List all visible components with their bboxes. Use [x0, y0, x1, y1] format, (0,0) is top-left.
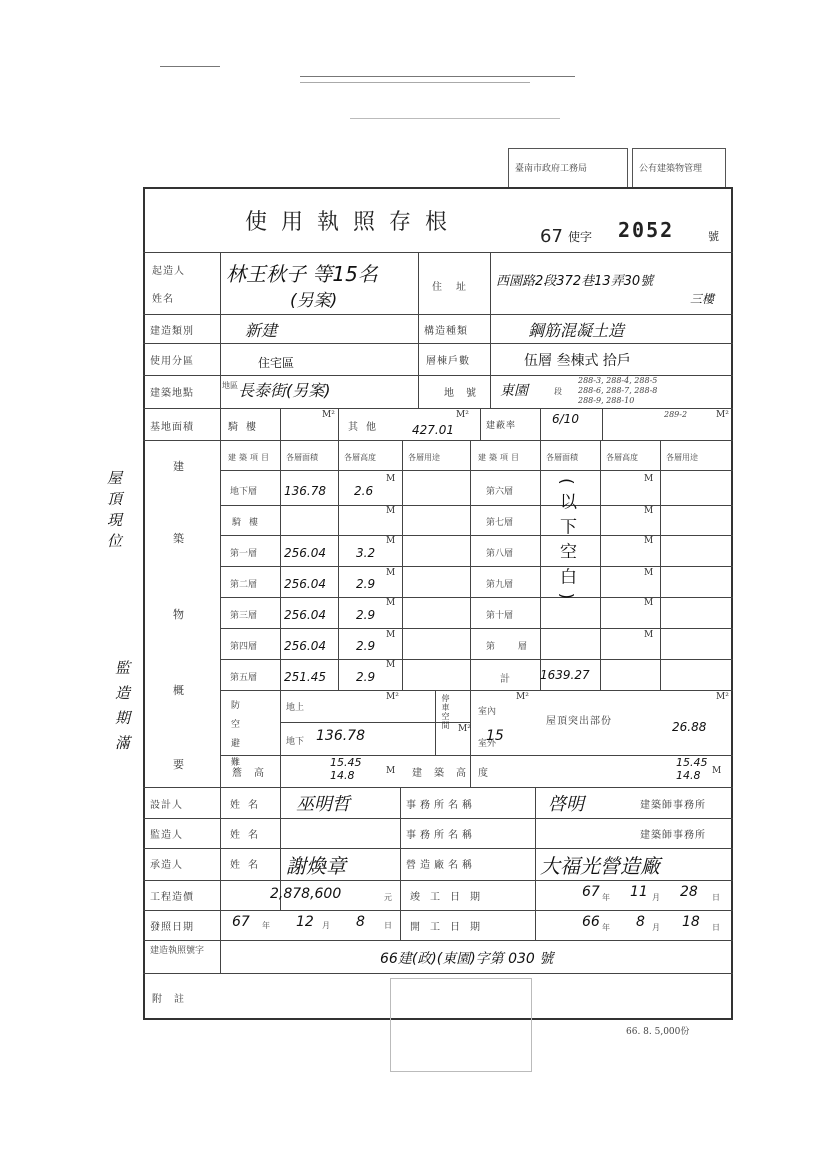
grid-line: [602, 408, 603, 440]
value-floor2-height: 2.9: [356, 577, 376, 591]
value-basement-area: 136.78: [284, 484, 326, 498]
side-note: 屋頂現位: [105, 470, 123, 554]
value-applicant-extra: (另案): [290, 291, 338, 311]
value-floor2-area: 256.04: [284, 577, 326, 591]
form-no-word: 使字: [568, 230, 593, 244]
value-permit-no: 66建(政)(東園)字第 030 號: [380, 951, 554, 967]
value-eaves-height2: 14.8: [330, 769, 355, 782]
unit-m: M: [644, 474, 654, 484]
print-info: 66. 8. 5,000份: [626, 1027, 690, 1037]
label-year: 年: [602, 893, 610, 902]
floor-4: 第四層: [230, 642, 258, 652]
grid-line: [220, 566, 733, 567]
form-no-suffix: 號: [708, 230, 719, 243]
label-building-section: 要: [173, 758, 185, 771]
label-day: 日: [712, 893, 720, 902]
label-arcade: 騎樓: [228, 422, 264, 433]
value-site-area: 427.01: [412, 423, 454, 437]
grid-line: [435, 690, 436, 755]
grid-line: [338, 440, 339, 690]
label-name: 姓名: [152, 294, 174, 305]
value-cost: 2,878,600: [270, 886, 342, 902]
grid-line: [220, 535, 733, 536]
value-issue-d: 8: [356, 914, 365, 930]
unit-m: M: [386, 630, 396, 640]
grid-line: [143, 408, 733, 409]
value-lot-numbers-4: 289-2: [664, 410, 688, 419]
grid-line: [490, 252, 491, 408]
value-air-raid-under: 136.78: [316, 728, 365, 744]
unit-sq: M²: [456, 410, 469, 420]
value-issue-y: 67: [232, 914, 250, 930]
value-lot-numbers-1: 288-3, 288-4, 288-5: [578, 376, 658, 385]
header-floor-area: 各層面積: [286, 453, 318, 462]
label-month: 月: [652, 923, 660, 932]
label-coverage: 建蔽率: [486, 421, 517, 431]
value-completion-y: 67: [582, 884, 600, 900]
label-floors-units: 層棟戶數: [426, 356, 470, 367]
grid-line: [143, 440, 733, 441]
grid-line: [280, 408, 281, 787]
grid-line: [220, 252, 221, 973]
value-basement-height: 2.6: [354, 484, 374, 498]
label-arch-firm: 建築師事務所: [640, 800, 706, 811]
label-lot: 地號: [444, 388, 488, 399]
label-designer-name: 姓名: [230, 800, 266, 811]
unit-sq: M²: [458, 724, 471, 734]
label-supervisor: 監造人: [150, 830, 183, 841]
label-section: 段: [554, 387, 562, 396]
scan-noise: [350, 118, 560, 119]
grid-line: [402, 440, 403, 690]
grid-line: [338, 408, 339, 440]
value-floor1-area: 256.04: [284, 546, 326, 560]
value-lot-numbers-3: 288-9, 288-10: [578, 396, 635, 405]
value-contractor: 謝煥章: [286, 854, 346, 878]
value-designer-firm: 啓明: [548, 794, 584, 815]
grid-line: [220, 470, 733, 471]
unit-m: M: [386, 598, 396, 608]
grid-line: [480, 408, 481, 440]
header-floor-use: 各層用途: [408, 453, 440, 462]
label-year: 年: [602, 923, 610, 932]
value-floor4-height: 2.9: [356, 639, 376, 653]
scan-noise: [300, 76, 575, 77]
value-site-section: 東園: [500, 383, 528, 399]
unit-sq: M²: [716, 410, 729, 420]
value-floor5-area: 251.45: [284, 670, 326, 684]
value-building-height: 15.45: [676, 756, 708, 769]
grid-line: [143, 910, 733, 911]
label-cost: 工程造價: [150, 892, 194, 903]
unit-m: M: [386, 506, 396, 516]
value-coverage: 6/10: [552, 412, 579, 426]
header-building-items: 建築項目: [228, 453, 272, 462]
grid-line: [220, 659, 733, 660]
label-contractor: 承造人: [150, 860, 183, 871]
form-no-number: 2052: [618, 218, 675, 242]
value-floor3-area: 256.04: [284, 608, 326, 622]
form-no-prefix: 67: [540, 226, 563, 247]
value-lot-numbers-2: 288-6, 288-7, 288-8: [578, 386, 658, 395]
grid-line: [418, 252, 419, 408]
unit-sq: M²: [322, 410, 335, 420]
label-zone: 地區: [222, 381, 238, 390]
grid-line: [540, 408, 541, 440]
label-air-raid: 防空避難: [229, 700, 239, 776]
floor-10: 第十層: [486, 611, 514, 621]
grid-line: [143, 818, 733, 819]
value-address-extra: 三樓: [690, 292, 715, 306]
value-cost-unit: 元: [384, 893, 392, 902]
value-use-zone: 住宅區: [258, 356, 295, 370]
grid-line: [220, 597, 733, 598]
unit-m: M: [386, 568, 396, 578]
official-stamp: [508, 148, 628, 188]
scan-noise: [160, 66, 220, 67]
label-firm-name: 事務所名稱: [406, 800, 476, 811]
unit-m: M: [644, 536, 654, 546]
unit-sq: M²: [516, 692, 529, 702]
grid-line: [600, 440, 601, 690]
value-start-m: 8: [636, 914, 645, 930]
label-total: 計: [500, 674, 510, 685]
label-day: 日: [712, 923, 720, 932]
value-floor4-area: 256.04: [284, 639, 326, 653]
floor-9: 第九層: [486, 580, 514, 590]
label-completion-date: 竣工日期: [410, 892, 490, 903]
grid-line: [220, 628, 733, 629]
floor-arcade: 騎樓: [232, 518, 267, 528]
left-margin-marks: 監造期滿: [113, 660, 131, 760]
floor-6: 第六層: [486, 487, 514, 497]
label-month: 月: [652, 893, 660, 902]
grid-line: [220, 690, 733, 691]
label-site-location: 建築地點: [150, 388, 194, 399]
grid-line: [143, 787, 733, 788]
label-building-type: 建造類別: [150, 326, 194, 337]
value-floor3-height: 2.9: [356, 608, 376, 622]
grid-line: [143, 252, 733, 253]
grid-line: [143, 880, 733, 881]
label-building-section: 概: [173, 684, 185, 697]
label-issue-date: 發照日期: [150, 922, 194, 933]
label-remarks: 附註: [152, 994, 196, 1005]
header-floor-height-2: 各層高度: [606, 453, 638, 462]
label-indoor: 室內: [478, 707, 497, 717]
label-supervisor-firm: 事務所名稱: [406, 830, 476, 841]
grid-line: [470, 440, 471, 787]
label-eaves: 簷高: [232, 768, 276, 779]
label-roof-protrusion: 屋頂突出部份: [546, 716, 612, 727]
label-above-ground: 地上: [286, 703, 305, 713]
unit-m: M: [644, 630, 654, 640]
unit-m: M: [644, 568, 654, 578]
unit-m: M: [644, 598, 654, 608]
floor-1: 第一層: [230, 549, 258, 559]
grid-line: [660, 440, 661, 690]
scan-noise: [300, 82, 530, 83]
label-structure-type: 構造種類: [424, 326, 468, 337]
label-other: 其他: [348, 422, 384, 433]
value-floors-units: 伍層 叁棟式 拾戶: [524, 353, 631, 369]
value-blank-note: (以下空白): [556, 478, 576, 608]
value-applicant-name: 林王秋子 等15名: [226, 262, 378, 286]
value-completion-m: 11: [630, 884, 648, 900]
label-day: 日: [384, 921, 392, 930]
header-floor-area-2: 各層面積: [546, 453, 578, 462]
label-address: 住址: [432, 282, 480, 293]
label-use-zone: 使用分區: [150, 356, 194, 367]
unit-m: M: [386, 474, 396, 484]
grid-line: [143, 848, 733, 849]
value-building-height2: 14.8: [676, 769, 701, 782]
label-building-section: 築: [173, 532, 185, 545]
unit-m: M: [386, 660, 396, 670]
floor-2: 第二層: [230, 580, 258, 590]
label-factory-name: 營造廠名稱: [406, 860, 476, 871]
value-start-y: 66: [582, 914, 600, 930]
header-building-items-2: 建築項目: [478, 453, 522, 462]
value-structure-type: 鋼筋混凝土造: [528, 321, 625, 340]
grid-line: [220, 755, 733, 756]
stamp-right-text: 公有建築物管理: [639, 164, 703, 174]
label-designer: 設計人: [150, 800, 183, 811]
grid-line: [143, 940, 733, 941]
header-floor-use-2: 各層用途: [666, 453, 698, 462]
value-eaves-height: 15.45: [330, 756, 362, 769]
value-site-street: 長泰街(另案): [238, 381, 331, 400]
value-building-type: 新建: [245, 321, 278, 340]
grid-line: [143, 973, 733, 974]
grid-line: [220, 505, 733, 506]
label-underground: 地下: [286, 737, 305, 747]
unit-m: M: [644, 506, 654, 516]
value-total-area: 1639.27: [540, 668, 590, 682]
stamp-left-text: 臺南市政府工務局: [515, 164, 588, 174]
unit-m: M: [386, 536, 396, 546]
value-roof-protrusion: 26.88: [672, 720, 707, 734]
value-contractor-firm: 大福光營造廠: [540, 854, 660, 878]
grid-line: [540, 440, 541, 690]
value-issue-m: 12: [296, 914, 314, 930]
label-building-height: 建築高度: [412, 768, 500, 779]
label-contractor-name: 姓名: [230, 860, 266, 871]
floor-basement: 地下層: [230, 487, 258, 497]
label-start-date: 開工日期: [410, 922, 490, 933]
floor-3: 第三層: [230, 611, 258, 621]
label-permit-no: 建造執照號字: [150, 946, 205, 956]
floor-x: 第 層: [486, 642, 537, 652]
faint-stamp: [390, 978, 532, 1072]
label-building-section: 建: [173, 460, 185, 473]
label-outdoor: 室外: [478, 739, 497, 749]
unit-m: M: [386, 766, 396, 776]
header-floor-height: 各層高度: [344, 453, 376, 462]
unit-sq: M²: [386, 692, 399, 702]
form-title: 使用執照存根: [245, 210, 462, 235]
grid-line: [143, 314, 733, 315]
value-completion-d: 28: [680, 884, 698, 900]
unit-sq: M²: [716, 692, 729, 702]
label-supervisor-name: 姓名: [230, 830, 266, 841]
label-building-section: 物: [173, 608, 185, 621]
floor-8: 第八層: [486, 549, 514, 559]
label-arch-firm-2: 建築師事務所: [640, 830, 706, 841]
value-start-d: 18: [682, 914, 700, 930]
grid-line: [143, 343, 733, 344]
label-year: 年: [262, 921, 270, 930]
value-address: 西園路2段372巷13弄30號: [496, 274, 654, 289]
floor-7: 第七層: [486, 518, 514, 528]
value-parking-outdoor: 15: [486, 728, 504, 744]
label-month: 月: [322, 921, 330, 930]
label-site-area: 基地面積: [150, 422, 194, 433]
grid-line: [535, 787, 536, 940]
official-stamp-2: [632, 148, 726, 188]
label-applicant: 起造人: [152, 266, 185, 277]
value-floor1-height: 3.2: [356, 546, 376, 560]
unit-m: M: [712, 766, 722, 776]
label-parking: 停車空間: [441, 694, 450, 730]
value-designer: 巫明哲: [296, 794, 350, 815]
floor-5: 第五層: [230, 673, 258, 683]
grid-line: [400, 787, 401, 940]
value-floor5-height: 2.9: [356, 670, 376, 684]
